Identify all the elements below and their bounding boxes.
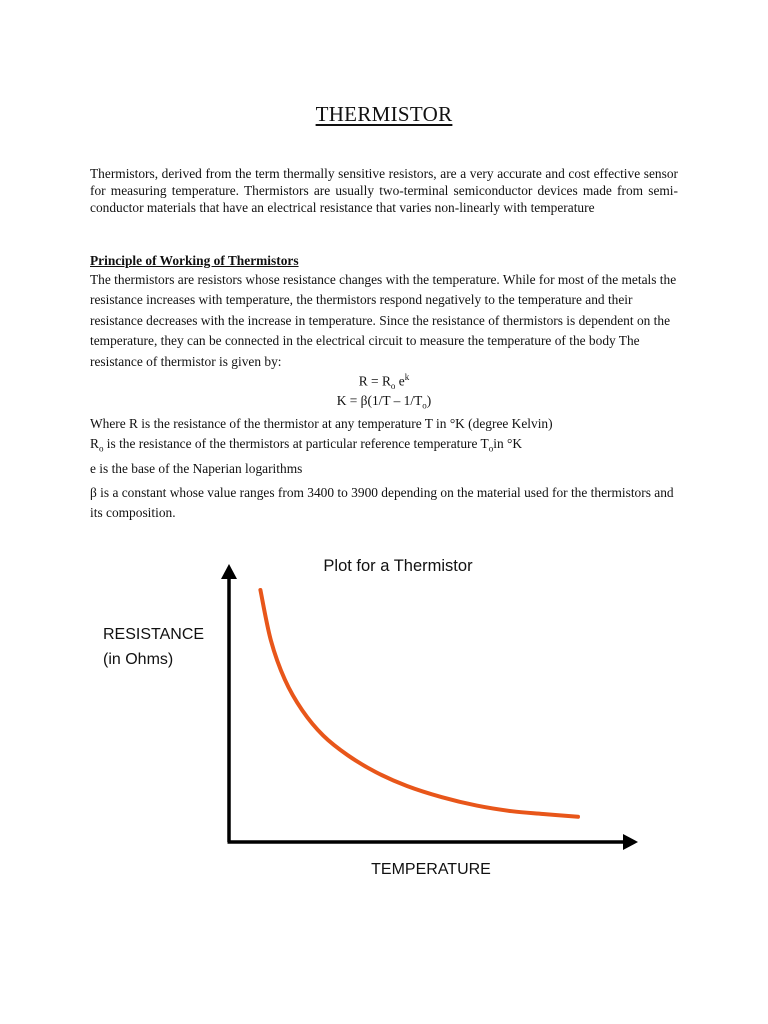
principle-paragraph: The thermistors are resistors whose resistance changes with the temperature. While for most of the metals the resistance increases with temperature, the thermistors respond negatively to the temperature and their resistance decreases with the increase in temperature. Since the resistance of thermistors is dependent on the temperature, they can be connected in the electrical circuit to measure the temperature of the body The resistance of thermistor is given by: xyxy=(90,272,677,369)
definition-r: Where R is the resistance of the thermistor at any temperature T in °K (degree Kelvin) xyxy=(90,416,553,431)
eq1-lhs: R = R xyxy=(358,373,391,389)
chart-title: Plot for a Thermistor xyxy=(323,557,473,575)
beta-paragraph: β is a constant whose value ranges from 3400 to 3900 depending on the material used for the thermistors and its composition. xyxy=(90,485,674,521)
y-axis-label-line1: RESISTANCE xyxy=(103,626,205,643)
thermistor-plot xyxy=(0,540,768,900)
y-axis-arrow xyxy=(221,564,237,579)
document-title: THERMISTOR xyxy=(315,102,453,126)
eq2-part-b: ) xyxy=(426,393,432,408)
y-axis-label-line2: (in Ohms) xyxy=(103,651,174,668)
def2-part-c: in °K xyxy=(493,436,523,452)
def2-part-a: R xyxy=(90,436,99,452)
resistance-equation xyxy=(0,372,768,391)
def2-part-b: is the resistance of the thermistors at particular reference temperature T xyxy=(103,436,489,452)
k-equation xyxy=(0,393,768,411)
definition-ro xyxy=(90,434,678,459)
def2-sub1: o xyxy=(98,444,104,455)
eq2-subscript: o xyxy=(422,400,427,411)
x-axis-arrow xyxy=(623,834,638,850)
resistance-curve xyxy=(260,590,578,817)
section-heading: Principle of Working of Thermistors xyxy=(90,253,299,268)
definitions xyxy=(90,414,678,480)
chart-axes xyxy=(221,564,638,850)
def2-sub2: o xyxy=(488,444,494,455)
intro-paragraph: Thermistors, derived from the term thermally sensitive resistors, are a very accurate and cost effective sensor for measuring temperature. Thermistors are usually two-terminal semiconductor devices made from semi-conductor materials that have an electrical resistance that varies non-linearly with temperature xyxy=(90,166,678,216)
x-axis-label: TEMPERATURE xyxy=(371,861,491,878)
eq1-superscript: k xyxy=(404,372,410,382)
eq1-subscript: o xyxy=(390,381,396,392)
definition-e: e is the base of the Naperian logarithms xyxy=(90,461,303,477)
eq2-part-a: K = β(1/T – 1/T xyxy=(336,393,423,408)
eq1-mid: e xyxy=(395,373,405,389)
